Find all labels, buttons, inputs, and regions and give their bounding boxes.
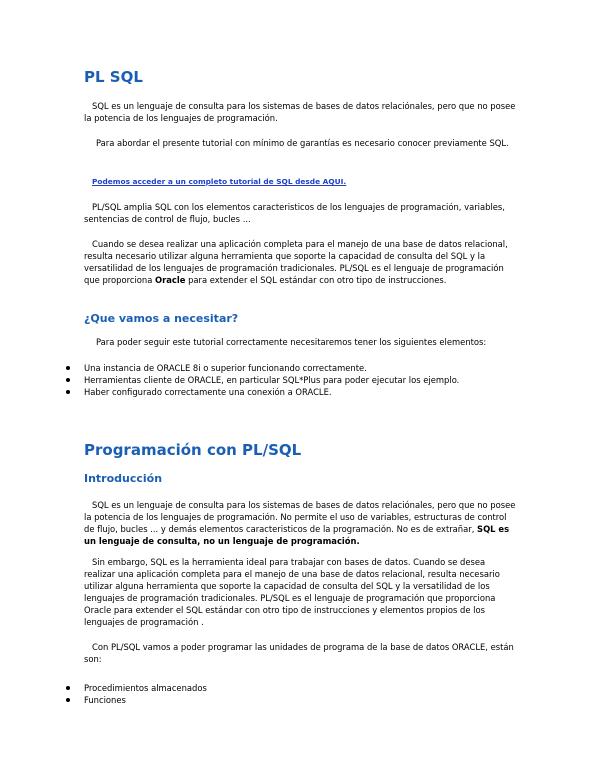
list-item: Funciones bbox=[66, 694, 207, 706]
list-item: Haber configurado correctamente una conexión a ORACLE. bbox=[66, 386, 459, 398]
section-title-pl-sql: PL SQL bbox=[84, 68, 143, 86]
subsection-title-introduccion: Introducción bbox=[84, 472, 163, 485]
paragraph-requirements-intro: Para poder seguir este tutorial correctamente necesitaremos tener los siguientes elementos: bbox=[96, 337, 487, 347]
sql-definition-bold-text: SQL es un lenguaje de consulta, no un lenguaje de programación. bbox=[84, 524, 510, 546]
list-item: Herramientas cliente de ORACLE, en particular SQL*Plus para poder ejecutar los ejemplo. bbox=[66, 374, 459, 386]
list-item: Procedimientos almacenados bbox=[66, 682, 207, 694]
requirements-list bbox=[66, 362, 459, 398]
sql-tutorial-link[interactable]: Podemos acceder a un completo tutorial de SQL desde AQUI. bbox=[92, 177, 347, 186]
section-title-requirements: ¿Que vamos a necesitar? bbox=[84, 312, 239, 325]
paragraph-sql-limitations: SQL es un lenguaje de consulta para los sistemas de bases de datos relaciónales, pero que no posee la potencia de los lenguajes de programación. No permite el uso de variables, estructuras de control de flujo, bucles ... y demás elementos caracteristicos de la programación. No es de extrañar, SQL es un lenguaje de consulta, no un lenguaje de programación. bbox=[84, 500, 516, 546]
section-title-programacion: Programación con PL/SQL bbox=[84, 441, 302, 459]
paragraph-sql-intro: SQL es un lenguaje de consulta para los sistemas de bases de datos relaciónales, pero que no posee la potencia de los lenguajes de programación. bbox=[84, 101, 516, 123]
paragraph-program-units: Con PL/SQL vamos a poder programar las unidades de programa de la base de datos ORACLE, están son: bbox=[84, 642, 514, 664]
paragraph-plsql-extends: PL/SQL amplia SQL con los elementos caracteristicos de los lenguajes de programación, variables, sentencias de control de flujo, bucles ... bbox=[84, 202, 505, 224]
paragraph-plsql-oracle: Cuando se desea realizar una aplicación completa para el manejo de una base de datos relacional, resulta necesario utilizar alguna herramienta que soporte la capacidad de consulta del SQL y la versatilidad de los lenguajes de programación tradicionales. PL/SQL es el lenguaje de programación que proporciona Oracle para extender el SQL estándar con otro tipo de instrucciones. bbox=[84, 239, 508, 285]
list-item: Una instancia de ORACLE 8i o superior funcionando correctamente. bbox=[66, 362, 459, 374]
paragraph-prerequisites: Para abordar el presente tutorial con mínimo de garantías es necesario conocer previamente SQL. bbox=[96, 138, 509, 148]
paragraph-plsql-description: Sin embargo, SQL es la herramienta ideal para trabajar con bases de datos. Cuando se desea realizar una aplicación completa para el manejo de una base de datos relacional, resulta necesario utilizar alguna herramienta que soporte la capacidad de consulta del SQL y la versatilidad de los lenguajes de programación tradicionales. PL/SQL es el lenguaje de programación que proporciona Oracle para extender el SQL estándar con otro tipo de instrucciones y elementos propios de los lenguajes de programación . bbox=[84, 557, 500, 627]
program-units-list bbox=[66, 682, 207, 706]
oracle-bold-text: Oracle bbox=[155, 275, 186, 285]
